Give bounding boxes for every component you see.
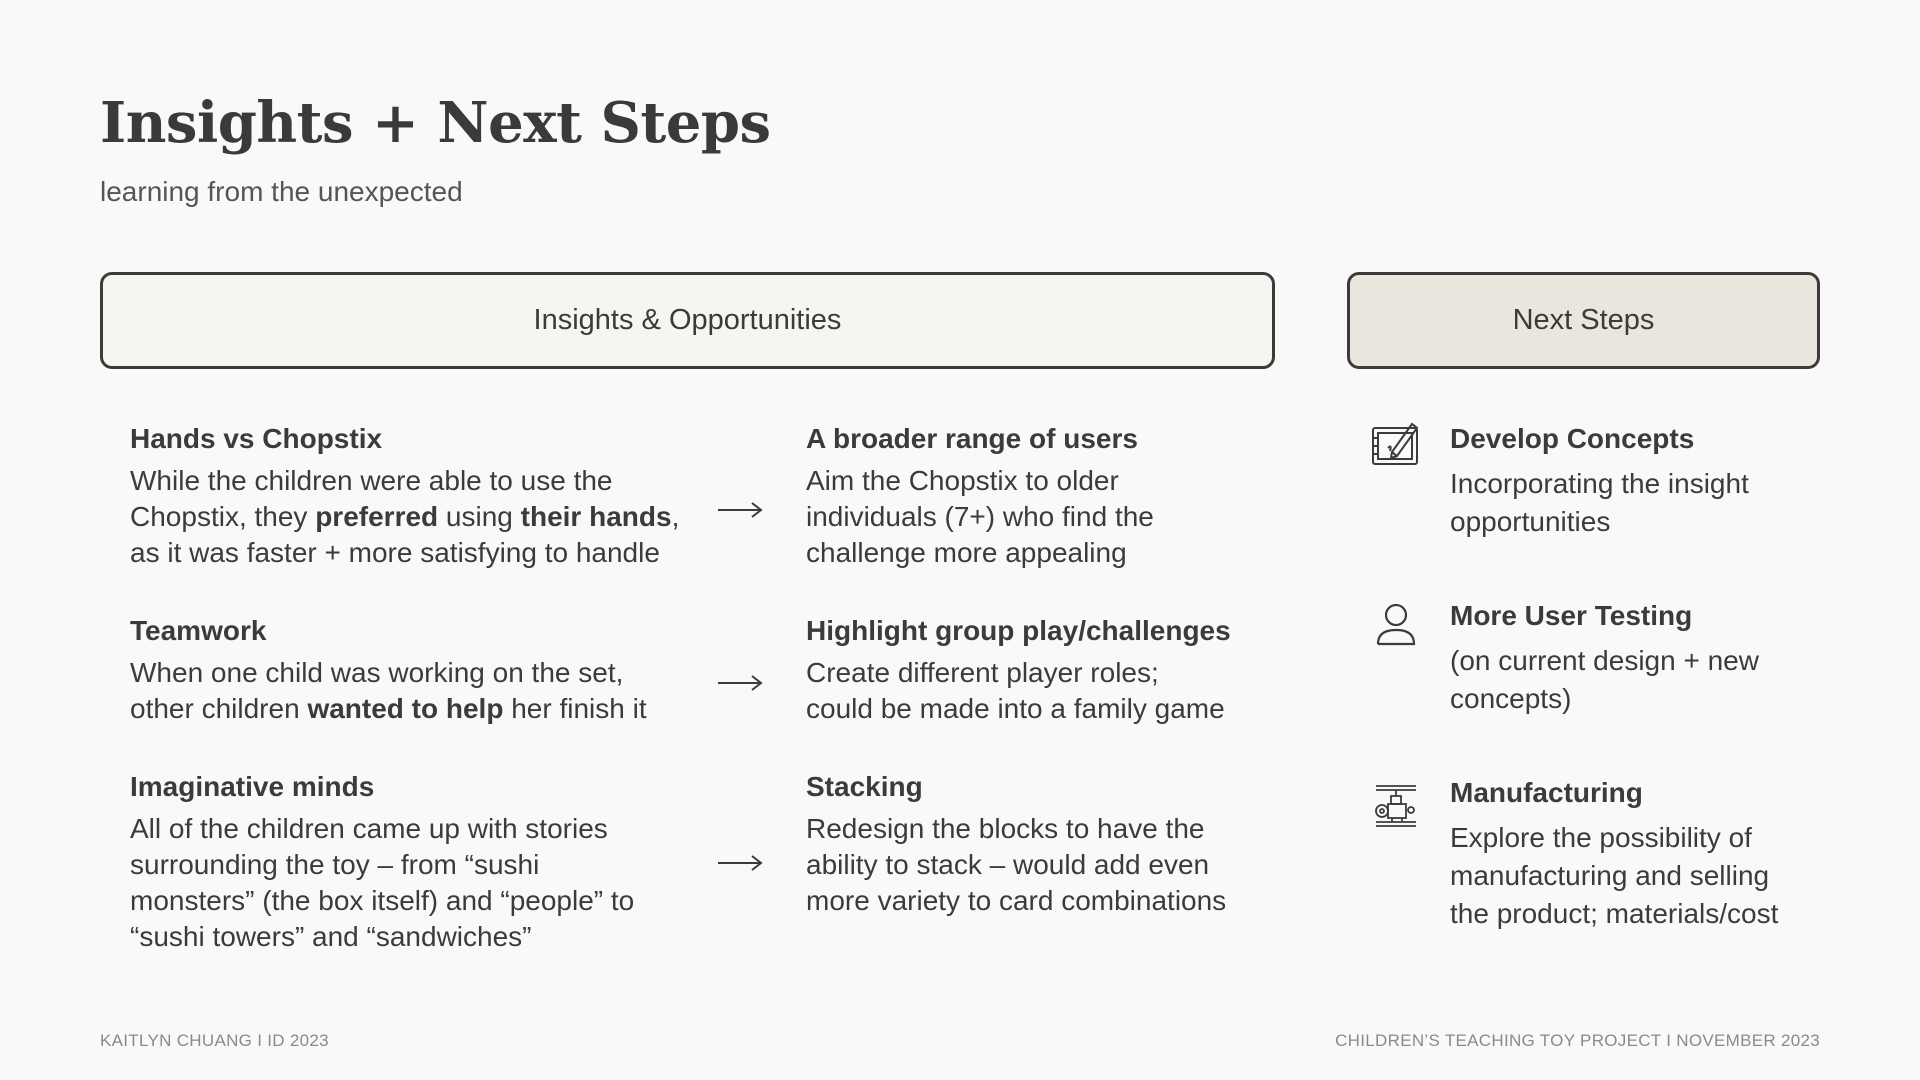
opportunity-heading: A broader range of users xyxy=(806,423,1138,454)
footer-author: KAITLYN CHUANG I ID 2023 xyxy=(100,1031,329,1050)
insight-body xyxy=(130,655,720,727)
insight-heading: Imaginative minds xyxy=(130,771,375,802)
text-span: her finish it xyxy=(503,693,647,724)
next-step-line: (on current design + new xyxy=(1450,645,1759,676)
opportunity-body xyxy=(806,811,1276,919)
text-span: , xyxy=(671,501,680,532)
next-step-line: opportunities xyxy=(1450,506,1611,537)
next-steps-header-box xyxy=(1347,272,1820,369)
next-step-body xyxy=(1450,465,1830,541)
insight-hands-vs-chopstix xyxy=(130,423,720,571)
opportunity-heading: Highlight group play/challenges xyxy=(806,615,1231,646)
opportunity-line: Aim the Chopstix to older xyxy=(806,465,1119,496)
opportunity-group-play xyxy=(806,615,1276,727)
insight-body xyxy=(130,463,720,571)
opportunity-broader-users xyxy=(806,423,1276,571)
insight-line xyxy=(130,691,720,727)
next-step-manufacturing xyxy=(1450,777,1830,933)
opportunity-line: more variety to card combinations xyxy=(806,885,1227,916)
next-step-line: manufacturing and selling xyxy=(1450,860,1770,891)
opportunity-stacking xyxy=(806,771,1276,919)
insight-line xyxy=(130,499,720,535)
insights-header-label: Insights & Opportunities xyxy=(533,304,842,336)
insight-line: monsters” (the box itself) and “people” to xyxy=(130,885,635,916)
insight-teamwork xyxy=(130,615,720,727)
insight-line: as it was faster + more satisfying to handle xyxy=(130,537,660,568)
insight-heading: Teamwork xyxy=(130,615,267,646)
opportunity-line: could be made into a family game xyxy=(806,693,1225,724)
footer-project: CHILDREN’S TEACHING TOY PROJECT I NOVEMBER 2023 xyxy=(1335,1031,1820,1050)
insight-line: “sushi towers” and “sandwiches” xyxy=(130,921,532,952)
opportunity-line: individuals (7+) who find the xyxy=(806,501,1154,532)
arrow-right-icon xyxy=(716,853,764,873)
next-step-line: Incorporating the insight xyxy=(1450,468,1749,499)
opportunity-line: Redesign the blocks to have the xyxy=(806,813,1205,844)
insight-body xyxy=(130,811,720,955)
emphasis-text: their hands xyxy=(520,501,672,532)
next-steps-header-label: Next Steps xyxy=(1512,304,1655,336)
next-step-body xyxy=(1450,819,1830,933)
drawing-tablet-icon xyxy=(1370,418,1422,470)
arrow-right-icon xyxy=(716,500,764,520)
insight-line: When one child was working on the set, xyxy=(130,657,624,688)
opportunity-body xyxy=(806,463,1276,571)
emphasis-text: preferred xyxy=(315,501,439,532)
page-title: Insights + Next Steps xyxy=(100,90,771,156)
next-step-heading: More User Testing xyxy=(1450,600,1693,631)
text-span: Chopstix, they xyxy=(130,501,316,532)
factory-machine-icon xyxy=(1370,780,1422,832)
text-span: other children xyxy=(130,693,308,724)
arrow-right-icon xyxy=(716,673,764,693)
emphasis-text: wanted to help xyxy=(307,693,504,724)
next-step-line: Explore the possibility of xyxy=(1450,822,1752,853)
next-step-line: the product; materials/cost xyxy=(1450,898,1779,929)
insight-line: All of the children came up with stories xyxy=(130,813,608,844)
next-step-body xyxy=(1450,642,1830,718)
next-step-heading: Manufacturing xyxy=(1450,777,1643,808)
insight-heading: Hands vs Chopstix xyxy=(130,423,383,454)
next-step-develop-concepts xyxy=(1450,423,1830,541)
opportunity-line: Create different player roles; xyxy=(806,657,1159,688)
user-icon xyxy=(1370,600,1422,652)
insight-line: While the children were able to use the xyxy=(130,465,613,496)
opportunity-body xyxy=(806,655,1276,727)
insight-imaginative-minds xyxy=(130,771,720,955)
text-span: using xyxy=(438,501,521,532)
opportunity-line: ability to stack – would add even xyxy=(806,849,1210,880)
next-step-user-testing xyxy=(1450,600,1830,718)
opportunity-heading: Stacking xyxy=(806,771,923,802)
next-step-heading: Develop Concepts xyxy=(1450,423,1695,454)
opportunity-line: challenge more appealing xyxy=(806,537,1127,568)
page-subtitle: learning from the unexpected xyxy=(100,176,463,207)
insights-header-box xyxy=(100,272,1275,369)
next-step-line: concepts) xyxy=(1450,683,1572,714)
insight-line: surrounding the toy – from “sushi xyxy=(130,849,540,880)
